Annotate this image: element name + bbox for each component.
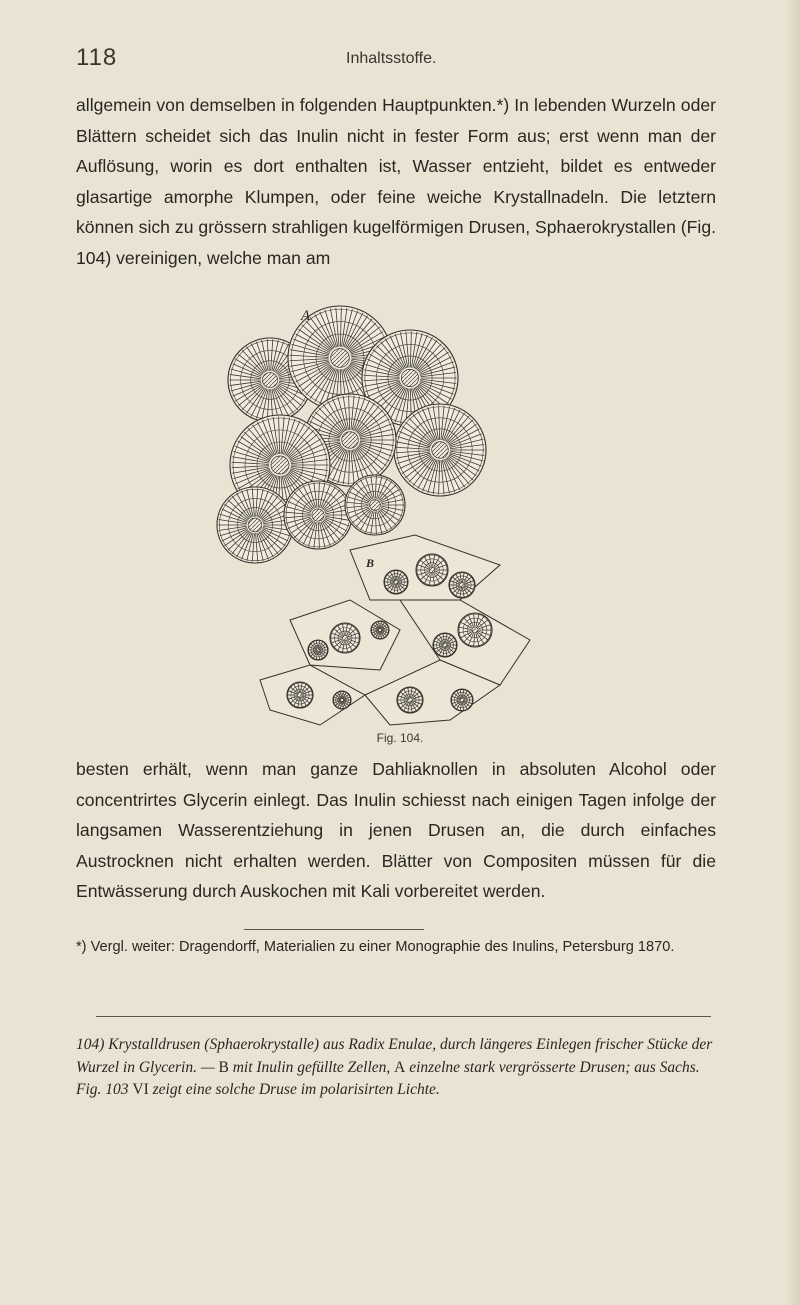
figure-label-b: B [366, 556, 375, 570]
body-paragraph-1: allgemein von demselben in folgenden Hauptpunkten.*) In lebenden Wurzeln oder Blättern scheidet sich das Inulin nicht in fester Form aus; erst wenn man der Auflösung, worin es dort enthalten ist, Wasser entzieht, bildet es entweder glasartige amorphe Klumpen, oder feine weiche Krystallnadeln. Die letztern können sich zu grössern strahligen kugelförmigen Drusen, Sphaerokrystallen (Fig. 104) vereinigen, welche man am [76, 95, 716, 268]
druse-b-12 [371, 621, 389, 639]
figure-legend [76, 1034, 716, 1102]
druse-b-8 [287, 682, 313, 708]
legend-b-label: B [218, 1058, 229, 1076]
footnote-rule [244, 929, 424, 930]
druse-b-1 [416, 554, 448, 586]
druse-b-10 [397, 687, 423, 713]
druse-b-11 [451, 689, 473, 711]
figure-caption: Fig. 104. [376, 731, 424, 745]
body-paragraph-2: besten erhält, wenn man ganze Dahliaknollen in absoluten Alcohol oder concentrirtes Glycerin einlegt. Das Inulin schiesst nach einigen Tagen infolge der langsamen Wasserentziehung in jenen Drusen an, die durch einfaches Austrocknen nicht erhalten werden. Blätter von Compositen müssen für die Entwässerung durch Auskochen mit Kali vorbereitet werden. [76, 759, 716, 901]
page-edge-shadow [786, 0, 800, 1305]
druse-b-6 [330, 623, 360, 653]
druse-b-3 [384, 570, 408, 594]
legend-part-3: einzelne stark vergrösserte Drusen; aus Sachs. Fig. 103 [76, 1058, 700, 1099]
legend-roman: VI [132, 1081, 149, 1099]
druse-group-a [217, 306, 486, 563]
cell-group-b [260, 535, 530, 725]
druse-b-7 [308, 640, 328, 660]
druse-b-4 [458, 613, 492, 647]
figure-label-a: A [301, 308, 311, 324]
legend-a-label: A [394, 1058, 406, 1076]
druse-b-5 [433, 633, 457, 657]
druse-a-9 [345, 475, 405, 535]
page-number: 118 [76, 44, 118, 71]
legend-part-4: zeigt eine solche Druse im polarisirten Lichte. [148, 1081, 440, 1099]
druse-b-2 [449, 572, 475, 598]
page-header [76, 44, 730, 78]
legend-rule [96, 1016, 711, 1017]
druse-a-8 [284, 481, 352, 549]
druse-a-7 [217, 487, 293, 563]
legend-part-2: mit Inulin gefüllte Zellen, [228, 1058, 395, 1076]
figure-sphaerokrystalle [200, 300, 600, 730]
footnote: *) Vergl. weiter: Dragendorff, Materialien zu einer Monographie des Inulins, Petersburg 1870. [76, 939, 675, 955]
figure-illustration [200, 300, 600, 730]
running-head: Inhaltsstoffe. [346, 50, 437, 67]
druse-b-9 [333, 691, 351, 709]
druse-a-4 [394, 404, 486, 496]
legend-part-1: 104) Krystalldrusen (Sphaerokrystalle) aus Radix Enulae, durch längeres Einlegen frischer Stücke der Wurzel in Glycerin. — [76, 1036, 713, 1076]
